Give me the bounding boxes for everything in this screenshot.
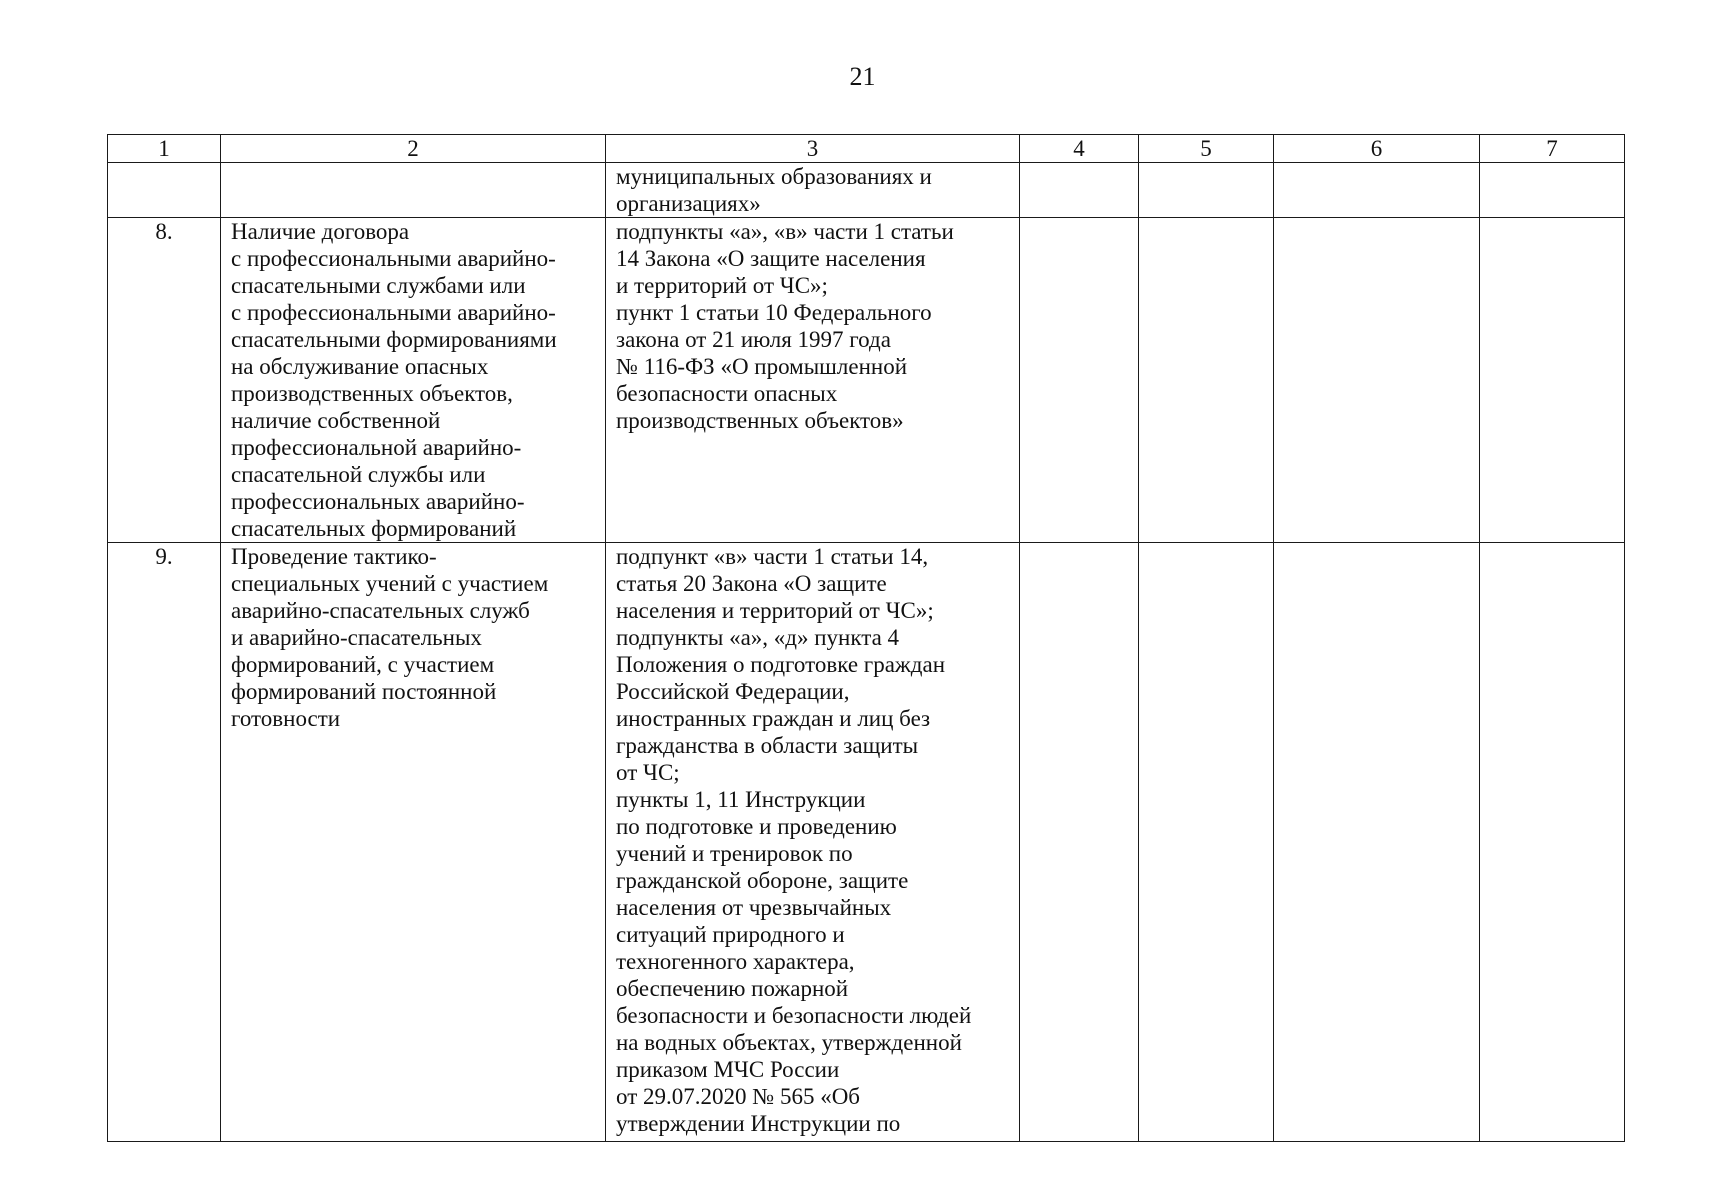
text-line: от 29.07.2020 № 565 «Об: [616, 1084, 861, 1109]
table-row: [108, 543, 1625, 1142]
text-line: аварийно-спасательных служб: [231, 598, 530, 623]
text-line: от ЧС;: [616, 760, 680, 785]
empty-cell: [1020, 163, 1139, 218]
text-line: Российской Федерации,: [616, 679, 850, 704]
row-number: 9.: [108, 543, 221, 1142]
text-line: закона от 21 июля 1997 года: [616, 327, 891, 352]
requirements-table: [107, 134, 1625, 1142]
text-line: ситуаций природного и: [616, 922, 845, 947]
text-line: на водных объектах, утвержденной: [616, 1030, 962, 1055]
requirement-cell: [221, 218, 606, 543]
empty-cell: [108, 163, 221, 218]
text-line: профессиональных аварийно-: [231, 489, 525, 514]
text-line: по подготовке и проведению: [616, 814, 897, 839]
text-line: техногенного характера,: [616, 949, 855, 974]
empty-cell: [1020, 543, 1139, 1142]
text-line: гражданской обороне, защите: [616, 868, 909, 893]
text-line: № 116-ФЗ «О промышленной: [616, 354, 908, 379]
header-cell-7: 7: [1480, 135, 1625, 163]
text-line: пункт 1 статьи 10 Федерального: [616, 300, 932, 325]
empty-cell: [221, 163, 606, 218]
empty-cell: [1480, 163, 1625, 218]
text-line: и территорий от ЧС»;: [616, 273, 828, 298]
header-cell-4: 4: [1020, 135, 1139, 163]
text-line: населения и территорий от ЧС»;: [616, 598, 934, 623]
row-number: 8.: [108, 218, 221, 543]
text-line: учений и тренировок по: [616, 841, 853, 866]
empty-cell: [1274, 163, 1480, 218]
empty-cell: [1139, 163, 1274, 218]
text-line: специальных учений с участием: [231, 571, 549, 596]
page-number: 21: [849, 62, 876, 91]
text-line: безопасности и безопасности людей: [616, 1003, 972, 1028]
text-line: производственных объектов,: [231, 381, 513, 406]
empty-cell: [1139, 543, 1274, 1142]
text-line: спасательными службами или: [231, 273, 526, 298]
reference-cell: [606, 218, 1020, 543]
requirement-cell: [221, 543, 606, 1142]
empty-cell: [1480, 543, 1625, 1142]
continuation-row: [108, 163, 1625, 218]
text-line: статья 20 Закона «О защите: [616, 571, 887, 596]
text-line: подпункты «а», «д» пункта 4: [616, 625, 900, 650]
empty-cell: [1020, 218, 1139, 543]
text-line: формирований постоянной: [231, 679, 497, 704]
text-line: с профессиональными аварийно-: [231, 300, 556, 325]
text-line: спасательных формирований: [231, 516, 517, 541]
table-row: [108, 218, 1625, 543]
text-line: спасательной службы или: [231, 462, 486, 487]
text-line: иностранных граждан и лиц без: [616, 706, 931, 731]
text-line: Наличие договора: [231, 219, 410, 244]
text-line: гражданства в области защиты: [616, 733, 919, 758]
text-line: готовности: [231, 706, 341, 731]
text-line: с профессиональными аварийно-: [231, 246, 556, 271]
reference-cell: [606, 163, 1020, 218]
text-line: формирований, с участием: [231, 652, 495, 677]
text-line: приказом МЧС России: [616, 1057, 840, 1082]
text-line: населения от чрезвычайных: [616, 895, 892, 920]
empty-cell: [1139, 218, 1274, 543]
text-line: наличие собственной: [231, 408, 441, 433]
empty-cell: [1274, 218, 1480, 543]
text-line: и аварийно-спасательных: [231, 625, 482, 650]
text-line: производственных объектов»: [616, 408, 904, 433]
header-cell-2: 2: [221, 135, 606, 163]
text-line: на обслуживание опасных: [231, 354, 489, 379]
text-line: профессиональной аварийно-: [231, 435, 522, 460]
text-line: Проведение тактико-: [231, 544, 437, 569]
text-line: утверждении Инструкции по: [616, 1111, 901, 1136]
header-cell-5: 5: [1139, 135, 1274, 163]
text-line: спасательными формированиями: [231, 327, 557, 352]
text-line: Положения о подготовке граждан: [616, 652, 946, 677]
header-cell-1: 1: [108, 135, 221, 163]
text-line: обеспечению пожарной: [616, 976, 849, 1001]
table-header-row: [108, 135, 1625, 163]
empty-cell: [1274, 543, 1480, 1142]
text-line: безопасности опасных: [616, 381, 838, 406]
header-cell-3: 3: [606, 135, 1020, 163]
text-line: муниципальных образованиях и: [616, 164, 932, 189]
empty-cell: [1480, 218, 1625, 543]
reference-cell: [606, 543, 1020, 1142]
text-line: подпункт «в» части 1 статьи 14,: [616, 544, 929, 569]
text-line: 14 Закона «О защите населения: [616, 246, 926, 271]
header-cell-6: 6: [1274, 135, 1480, 163]
text-line: подпункты «а», «в» части 1 статьи: [616, 219, 954, 244]
text-line: пункты 1, 11 Инструкции: [616, 787, 866, 812]
text-line: организациях»: [616, 191, 761, 216]
